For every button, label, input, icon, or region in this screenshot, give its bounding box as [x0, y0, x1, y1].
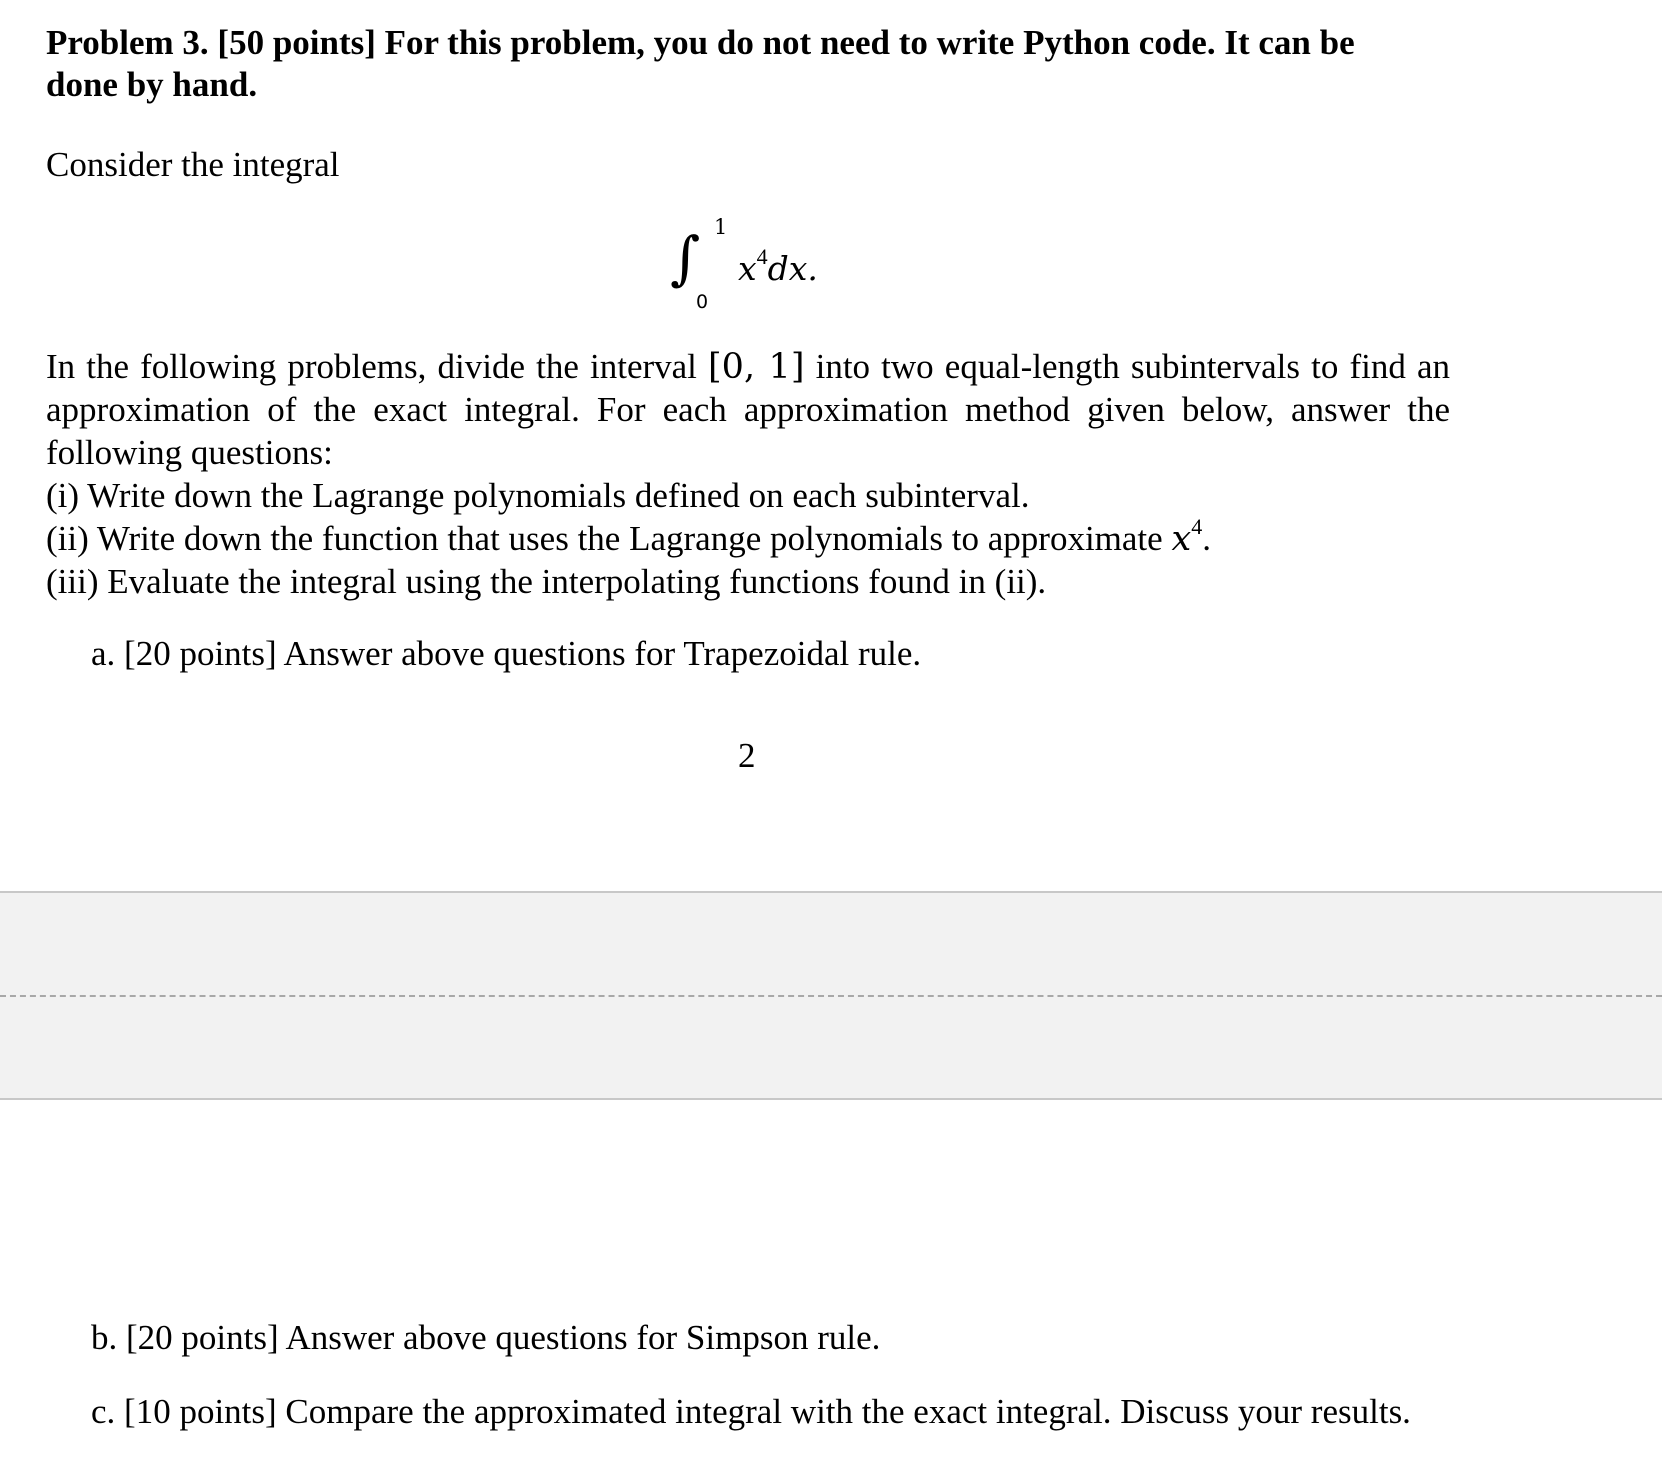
- integrand-exponent: 4: [756, 244, 768, 269]
- problem-heading-line-2: done by hand.: [46, 65, 258, 104]
- part-a: a. [20 points] Answer above questions for Trapezoidal rule.: [91, 634, 922, 673]
- instruction-line-2: approximation of the exact integral. For each approximation method given below, answer the: [46, 390, 1450, 429]
- question-ii-period: .: [1202, 519, 1211, 558]
- question-ii-text: (ii) Write down the function that uses the Lagrange polynomials to approximate: [46, 519, 1163, 558]
- part-c: c. [10 points] Compare the approximated integral with the exact integral. Discuss your results.: [91, 1392, 1411, 1431]
- question-ii-exponent: 4: [1191, 514, 1203, 539]
- question-ii: [46, 514, 1211, 564]
- problem-heading-line-1: Problem 3. [50 points] For this problem, you do not need to write Python code. It can be: [46, 23, 1355, 62]
- integral-lower-limit: 0: [696, 291, 709, 313]
- page-break-divider: [0, 995, 1662, 997]
- part-b: b. [20 points] Answer above questions for Simpson rule.: [91, 1318, 881, 1357]
- question-iii: (iii) Evaluate the integral using the interpolating functions found in (ii).: [46, 562, 1047, 601]
- question-i: (i) Write down the Lagrange polynomials defined on each subinterval.: [46, 476, 1030, 515]
- interval-notation: [0, 1]: [708, 347, 805, 387]
- integral-sign: ∫: [670, 224, 701, 292]
- instruction-line-3: following questions:: [46, 433, 333, 472]
- instruction-line-1: [46, 346, 1450, 388]
- question-ii-variable: x: [1171, 519, 1192, 559]
- page-number: 2: [738, 736, 756, 775]
- integrand: [738, 244, 818, 289]
- intro-text: Consider the integral: [46, 145, 340, 184]
- integral-upper-limit: 1: [714, 215, 728, 239]
- integrand-variable: x: [738, 249, 757, 288]
- integrand-differential: dx.: [767, 249, 818, 288]
- page-break-gap: [0, 891, 1662, 1100]
- instruction-line-1-before: In the following problems, divide the interval: [46, 347, 697, 386]
- integral-display: [670, 215, 840, 315]
- instruction-line-1-after: into two equal-length subintervals to find an: [815, 347, 1450, 386]
